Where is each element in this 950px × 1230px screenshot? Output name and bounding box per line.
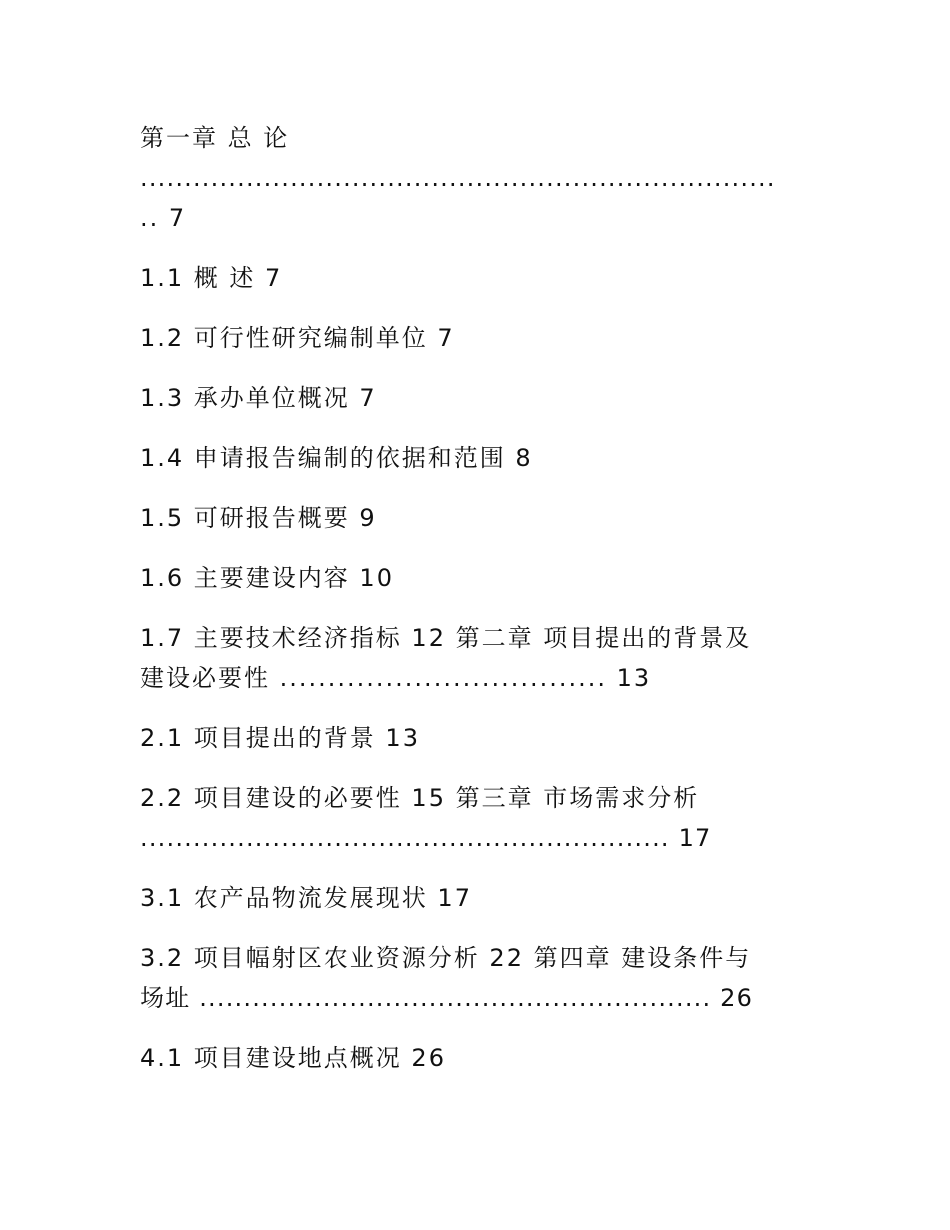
- toc-entry-chapter-1: [140, 118, 810, 158]
- toc-line: 2.1 项目提出的背景 13: [140, 724, 420, 752]
- toc-line: 2.2 项目建设的必要性 15 第三章 市场需求分析: [140, 784, 700, 812]
- toc-line: 1.2 可行性研究编制单位 7: [140, 324, 455, 352]
- toc-line: 1.1 概 述 7: [140, 264, 283, 292]
- toc-line: ............................................................ 17: [140, 824, 712, 852]
- toc-line: 1.5 可研报告概要 9: [140, 504, 377, 532]
- toc-entry-1-4: [140, 438, 810, 478]
- toc-entry-3-2-chapter-4: [140, 938, 810, 1018]
- toc-line: ........................................................................: [140, 164, 776, 192]
- toc-line: 1.7 主要技术经济指标 12 第二章 项目提出的背景及: [140, 624, 752, 652]
- toc-line: 3.1 农产品物流发展现状 17: [140, 884, 472, 912]
- toc-entry-3-1: [140, 878, 810, 918]
- toc-line: 1.6 主要建设内容 10: [140, 564, 394, 592]
- toc-line: 1.3 承办单位概况 7: [140, 384, 377, 412]
- toc-line: 3.2 项目幅射区农业资源分析 22 第四章 建设条件与: [140, 944, 752, 972]
- toc-line: .. 7: [140, 204, 187, 232]
- toc-entry-1-6: [140, 558, 810, 598]
- toc-line: 4.1 项目建设地点概况 26: [140, 1044, 446, 1072]
- toc-entry-1-5: [140, 498, 810, 538]
- toc-entry-1-3: [140, 378, 810, 418]
- toc-line: 建设必要性 .................................. 13: [140, 664, 652, 692]
- toc-line: 1.4 申请报告编制的依据和范围 8: [140, 444, 533, 472]
- toc-line: 场址 .......................................................... 26: [140, 984, 754, 1012]
- toc-line: 第一章 总 论: [140, 124, 290, 152]
- toc-entry-chapter-1-leader: [140, 158, 810, 238]
- toc-entry-1-2: [140, 318, 810, 358]
- toc-entry-2-1: [140, 718, 810, 758]
- toc-entry-1-1: [140, 258, 810, 298]
- toc-entry-1-7-chapter-2: [140, 618, 810, 698]
- toc-entry-2-2-chapter-3: [140, 778, 810, 858]
- table-of-contents: [140, 118, 810, 1098]
- toc-entry-4-1: [140, 1038, 810, 1078]
